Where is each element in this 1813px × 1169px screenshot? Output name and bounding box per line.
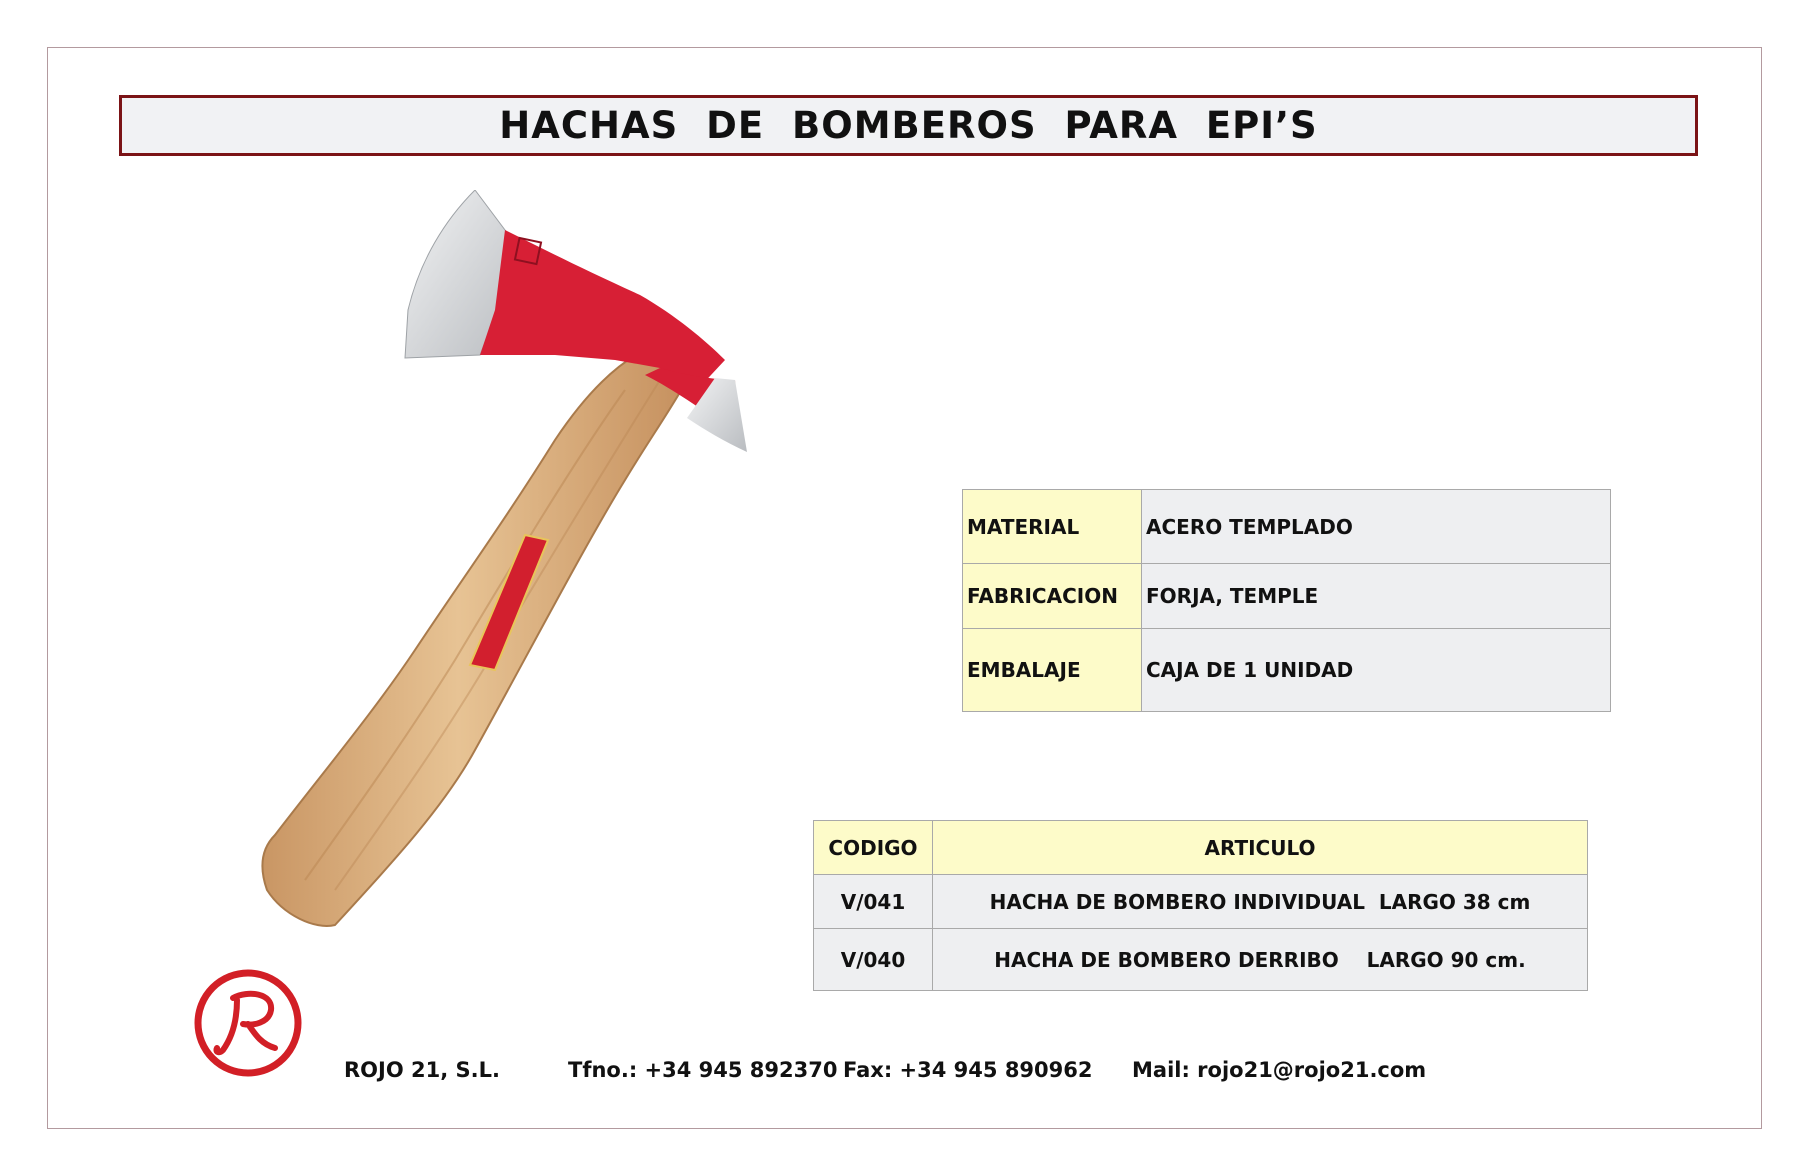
product-article: HACHA DE BOMBERO INDIVIDUAL LARGO 38 cm bbox=[933, 875, 1588, 929]
products-table bbox=[813, 820, 1588, 991]
fax-number: Fax: +34 945 890962 bbox=[843, 1058, 1093, 1082]
phone-number: Tfno.: +34 945 892370 bbox=[568, 1058, 838, 1082]
spec-row bbox=[963, 629, 1611, 712]
title-banner bbox=[119, 95, 1698, 156]
specs-table bbox=[962, 489, 1611, 712]
spec-row bbox=[963, 490, 1611, 564]
spec-label: MATERIAL bbox=[963, 490, 1142, 564]
spec-label: FABRICACION bbox=[963, 564, 1142, 629]
spec-value: CAJA DE 1 UNIDAD bbox=[1142, 629, 1611, 712]
table-row bbox=[814, 929, 1588, 991]
spec-row bbox=[963, 564, 1611, 629]
table-row bbox=[814, 875, 1588, 929]
article-header: ARTICULO bbox=[933, 821, 1588, 875]
code-header: CODIGO bbox=[814, 821, 933, 875]
page-title: HACHAS DE BOMBEROS PARA EPI’S bbox=[499, 104, 1318, 147]
spec-value: FORJA, TEMPLE bbox=[1142, 564, 1611, 629]
company-name: ROJO 21, S.L. bbox=[344, 1058, 500, 1082]
mail-link[interactable]: Mail: rojo21@rojo21.com bbox=[1132, 1058, 1427, 1082]
fire-axe-image bbox=[255, 190, 880, 930]
products-header-row bbox=[814, 821, 1588, 875]
product-article: HACHA DE BOMBERO DERRIBO LARGO 90 cm. bbox=[933, 929, 1588, 991]
spec-label: EMBALAJE bbox=[963, 629, 1142, 712]
rojo21-logo bbox=[193, 968, 303, 1078]
spec-value: ACERO TEMPLADO bbox=[1142, 490, 1611, 564]
product-code: V/041 bbox=[814, 875, 933, 929]
product-code: V/040 bbox=[814, 929, 933, 991]
